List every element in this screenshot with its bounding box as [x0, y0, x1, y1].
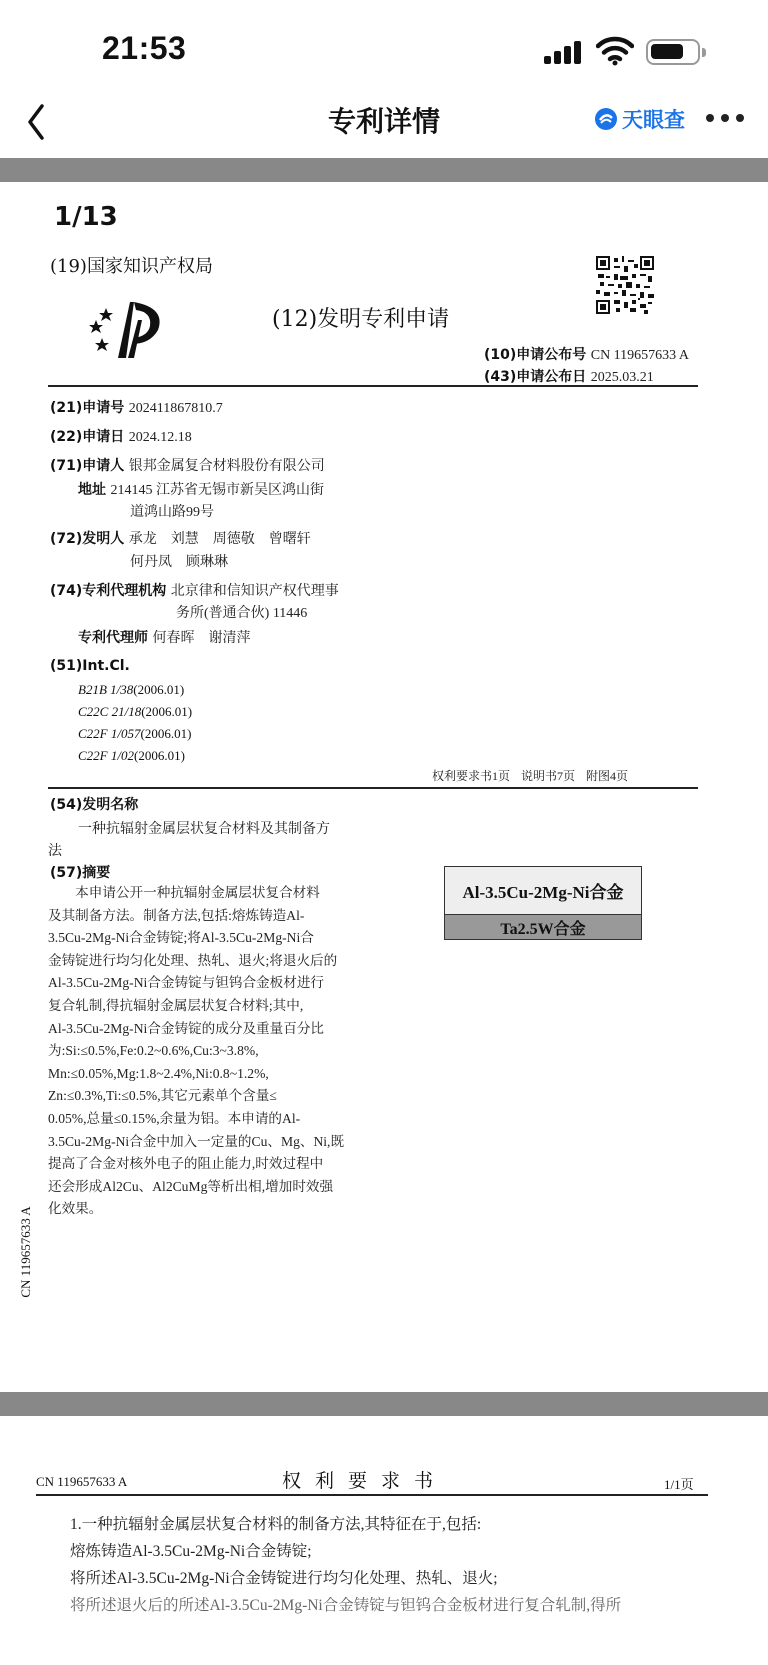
abstract-line: 3.5Cu-2Mg-Ni合金中加入一定量的Cu、Mg、Ni,既 — [48, 1133, 345, 1149]
application-date-label: (22)申请日 — [50, 429, 125, 445]
patent-agent-label: 专利代理师 — [78, 630, 148, 646]
abstract-label-text: (57)摘要 — [50, 865, 111, 881]
abstract-line: Al-3.5Cu-2Mg-Ni合金铸锭的成分及重量百分比 — [48, 1020, 325, 1036]
int-cl-label-text: (51)Int.Cl. — [50, 658, 130, 674]
abstract-line: 本申请公开一种抗辐射金属层状复合材料 — [48, 885, 320, 900]
ipc-code — [78, 726, 191, 742]
qr-code-icon[interactable] — [596, 256, 654, 314]
divider — [36, 1494, 708, 1496]
page-separator — [0, 158, 768, 182]
pages-info: 权利要求书1页 说明书7页 附图4页 — [432, 769, 629, 783]
publication-number — [484, 344, 689, 364]
application-date-value: 2024.12.18 — [128, 430, 192, 445]
address — [78, 479, 324, 499]
page-indicator: 1/13 — [54, 202, 118, 232]
patent-agency-line-2: 务所(普通合伙) 11446 — [176, 606, 308, 621]
figure-top-layer: Al-3.5Cu-2Mg-Ni合金 — [445, 867, 641, 915]
invention-title-label — [50, 794, 138, 814]
publication-date-value: 2025.03.21 — [590, 370, 654, 385]
applicant — [50, 455, 325, 475]
abstract-line: Mn:≤0.05%,Mg:1.8~2.4%,Ni:0.8~1.2%, — [48, 1065, 269, 1081]
patent-office: (19)国家知识产权局 — [50, 256, 213, 277]
publication-number-label: (10)申请公布号 — [484, 347, 587, 363]
publication-number-value: CN 119657633 A — [590, 348, 690, 363]
ipc-code — [78, 704, 192, 720]
brand-logo[interactable] — [594, 104, 685, 134]
cellular-signal-icon — [544, 40, 584, 64]
ipc-version: (2006.01) — [133, 748, 185, 763]
address-line-1: 214145 江苏省无锡市新吴区鸿山街 — [110, 483, 324, 498]
abstract-figure[interactable] — [444, 866, 642, 940]
application-number-label: (21)申请号 — [50, 400, 125, 416]
patent-agency-line-1: 北京律和信知识产权代理事 — [170, 584, 339, 599]
page-separator — [0, 1392, 768, 1416]
ipc-code — [78, 748, 185, 764]
address-label: 地址 — [78, 482, 106, 498]
tianyancha-logo-icon — [594, 107, 618, 131]
patent-agent — [78, 627, 250, 647]
claim-line: 将所述退火后的所述Al-3.5Cu-2Mg-Ni合金铸锭与钽钨合金板材进行复合轧制,得所 — [70, 1597, 622, 1614]
nav-bar — [0, 90, 768, 158]
int-cl-label — [50, 658, 130, 674]
abstract-line: 3.5Cu-2Mg-Ni合金铸锭;将Al-3.5Cu-2Mg-Ni合 — [48, 930, 314, 946]
abstract-line: 提高了合金对核外电子的阻止能力,时效过程中 — [48, 1156, 324, 1172]
ipc-code-value: C22C 21/18 — [78, 704, 142, 719]
abstract-text — [48, 882, 360, 1221]
applicant-value: 银邦金属复合材料股份有限公司 — [128, 459, 325, 474]
divider — [48, 385, 698, 387]
wifi-icon — [596, 36, 634, 66]
more-options-icon[interactable] — [706, 114, 746, 126]
abstract-line: 还会形成Al2Cu、Al2CuMg等析出相,增加时效强 — [48, 1178, 334, 1194]
claims-doc-number: CN 119657633 A — [36, 1474, 128, 1489]
inventors-label: (72)发明人 — [50, 531, 125, 547]
abstract-line: 及其制备方法。制备方法,包括:熔炼铸造Al- — [48, 907, 305, 923]
applicant-label: (71)申请人 — [50, 458, 125, 474]
ipc-code-value: C22F 1/02 — [78, 748, 134, 763]
abstract-line: Zn:≤0.3%,Ti:≤0.5%,其它元素单个含量≤ — [48, 1088, 277, 1104]
claims-page-number: 1/1页 — [664, 1477, 694, 1492]
battery-icon — [646, 39, 700, 65]
publication-date — [484, 366, 654, 386]
publication-date-label: (43)申请公布日 — [484, 369, 587, 385]
ipc-code-value: B21B 1/38 — [78, 682, 134, 697]
application-date — [50, 426, 192, 446]
cnipa-emblem-icon — [88, 300, 170, 364]
figure-bottom-layer: Ta2.5W合金 — [445, 915, 641, 939]
status-bar — [0, 0, 768, 100]
invention-title-line-2: 法 — [48, 844, 62, 859]
ipc-version: (2006.01) — [140, 726, 192, 741]
abstract-label — [50, 862, 110, 882]
ipc-code-value: C22F 1/057 — [78, 726, 141, 741]
abstract-line: 金铸锭进行均匀化处理、热轧、退火;将退火后的 — [48, 952, 338, 968]
patent-agency-label: (74)专利代理机构 — [50, 583, 167, 599]
claims-title: 权利要求书 — [282, 1470, 448, 1492]
patent-document-page[interactable] — [0, 182, 768, 1392]
inventors — [50, 528, 311, 548]
invention-title-line-1: 一种抗辐射金属层状复合材料及其制备方 — [78, 822, 330, 837]
application-number — [50, 397, 223, 417]
document-type: (12)发明专利申请 — [272, 307, 450, 332]
patent-agent-value: 何春晖 谢清萍 — [152, 631, 251, 646]
inventors-line-2: 何丹凤 顾琳琳 — [130, 555, 228, 570]
ipc-version: (2006.01) — [133, 682, 185, 697]
address-line-2: 道鸿山路99号 — [130, 505, 214, 520]
ipc-code — [78, 682, 184, 698]
claim-line: 熔炼铸造Al-3.5Cu-2Mg-Ni合金铸锭; — [70, 1543, 312, 1560]
ipc-version: (2006.01) — [141, 704, 193, 719]
abstract-line: Al-3.5Cu-2Mg-Ni合金铸锭与钽钨合金板材进行 — [48, 975, 325, 991]
status-time: 21:53 — [102, 30, 187, 66]
abstract-line: 化效果。 — [48, 1201, 103, 1217]
divider — [48, 787, 698, 789]
side-publication-number: CN 119657633 A — [18, 1206, 33, 1298]
abstract-line: 0.05%,总量≤0.15%,余量为铝。本申请的Al- — [48, 1110, 301, 1126]
patent-agency — [50, 580, 339, 600]
invention-title-label-text: (54)发明名称 — [50, 797, 139, 813]
claim-line: 将所述Al-3.5Cu-2Mg-Ni合金铸锭进行均匀化处理、热轧、退火; — [70, 1570, 498, 1587]
abstract-line: 为:Si:≤0.5%,Fe:0.2~0.6%,Cu:3~3.8%, — [48, 1043, 259, 1059]
claim-line: 1.一种抗辐射金属层状复合材料的制备方法,其特征在于,包括: — [70, 1516, 482, 1533]
claims-page[interactable] — [0, 1416, 768, 1665]
page-title: 专利详情 — [327, 105, 440, 138]
application-number-value: 202411867810.7 — [128, 401, 223, 416]
inventors-line-1: 承龙 刘慧 周德敬 曾曙轩 — [128, 532, 311, 547]
abstract-line: 复合轧制,得抗辐射金属层状复合材料;其中, — [48, 997, 304, 1013]
brand-name: 天眼查 — [622, 108, 685, 132]
